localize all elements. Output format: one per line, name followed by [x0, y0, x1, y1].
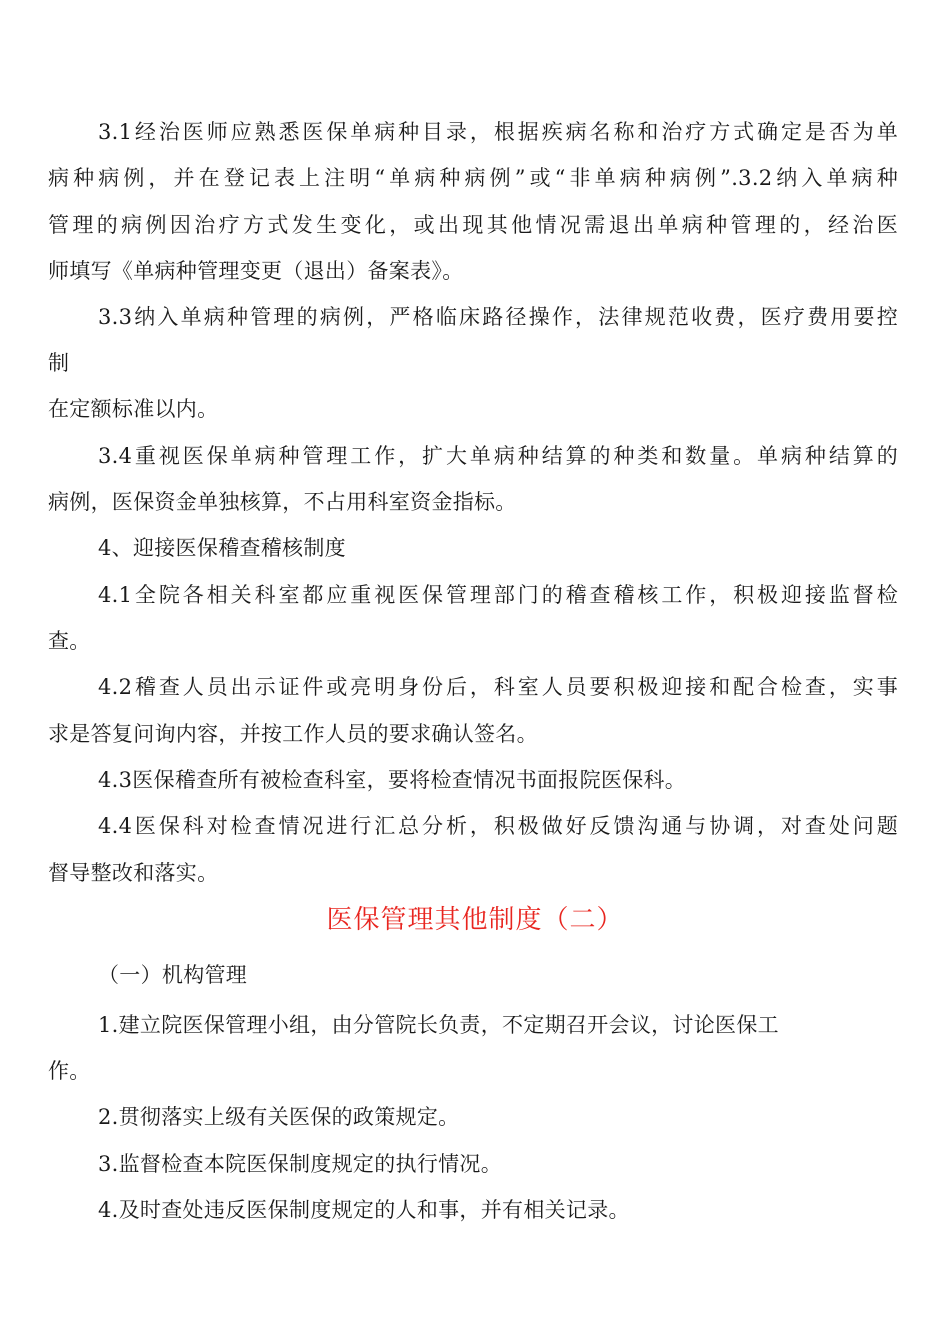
paragraph-4-4-line-2: 督导整改和落实。 — [48, 861, 219, 885]
paragraph-3-3-line-2: 制 — [48, 351, 70, 375]
paragraph-4-2-line-2: 求是答复问询内容，并按工作人员的要求确认签名。 — [48, 722, 538, 746]
item-3: 3.监督检查本院医保制度规定的执行情况。 — [98, 1152, 503, 1176]
item-4: 4.及时查处违反医保制度规定的人和事，并有相关记录。 — [98, 1198, 630, 1222]
paragraph-3-1-line-1: 3.1经治医师应熟悉医保单病种目录，根据疾病名称和治疗方式确定是否为单 — [98, 120, 898, 144]
paragraph-4-1-line-2: 查。 — [48, 629, 91, 653]
item-1-line-1: 1.建立院医保管理小组，由分管院长负责，不定期召开会议，讨论医保工 — [98, 1013, 779, 1037]
section-heading: 医保管理其他制度（二） — [326, 905, 624, 935]
item-1-line-2: 作。 — [48, 1059, 91, 1083]
section-4-title: 4、迎接医保稽查稽核制度 — [98, 536, 346, 560]
paragraph-4-3: 4.3医保稽查所有被检查科室，要将检查情况书面报院医保科。 — [98, 768, 687, 792]
paragraph-3-2-line-2: 师填写《单病种管理变更（退出）备案表》。 — [48, 259, 464, 283]
paragraph-3-4-line-2: 病例，医保资金单独核算，不占用科室资金指标。 — [48, 490, 517, 514]
paragraph-4-1-line-1: 4.1全院各相关科室都应重视医保管理部门的稽查稽核工作，积极迎接监督检 — [98, 583, 898, 607]
paragraph-3-3-line-3: 在定额标准以内。 — [48, 397, 219, 421]
paragraph-3-2-line-1: 管理的病例因治疗方式发生变化，或出现其他情况需退出单病种管理的，经治医 — [48, 213, 898, 237]
paragraph-3-1-line-2: 病种病例，并在登记表上注明“单病种病例”或“非单病种病例”.3.2纳入单病种 — [48, 166, 898, 190]
item-2: 2.贯彻落实上级有关医保的政策规定。 — [98, 1105, 460, 1129]
paragraph-3-3-line-1: 3.3纳入单病种管理的病例，严格临床路径操作，法律规范收费，医疗费用要控 — [98, 305, 898, 329]
paragraph-3-4-line-1: 3.4重视医保单病种管理工作，扩大单病种结算的种类和数量。单病种结算的 — [98, 444, 898, 468]
subsection-title: （一）机构管理 — [98, 963, 248, 987]
paragraph-4-4-line-1: 4.4医保科对检查情况进行汇总分析，积极做好反馈沟通与协调，对查处问题 — [98, 814, 898, 838]
paragraph-4-2-line-1: 4.2稽查人员出示证件或亮明身份后，科室人员要积极迎接和配合检查，实事 — [98, 675, 898, 699]
